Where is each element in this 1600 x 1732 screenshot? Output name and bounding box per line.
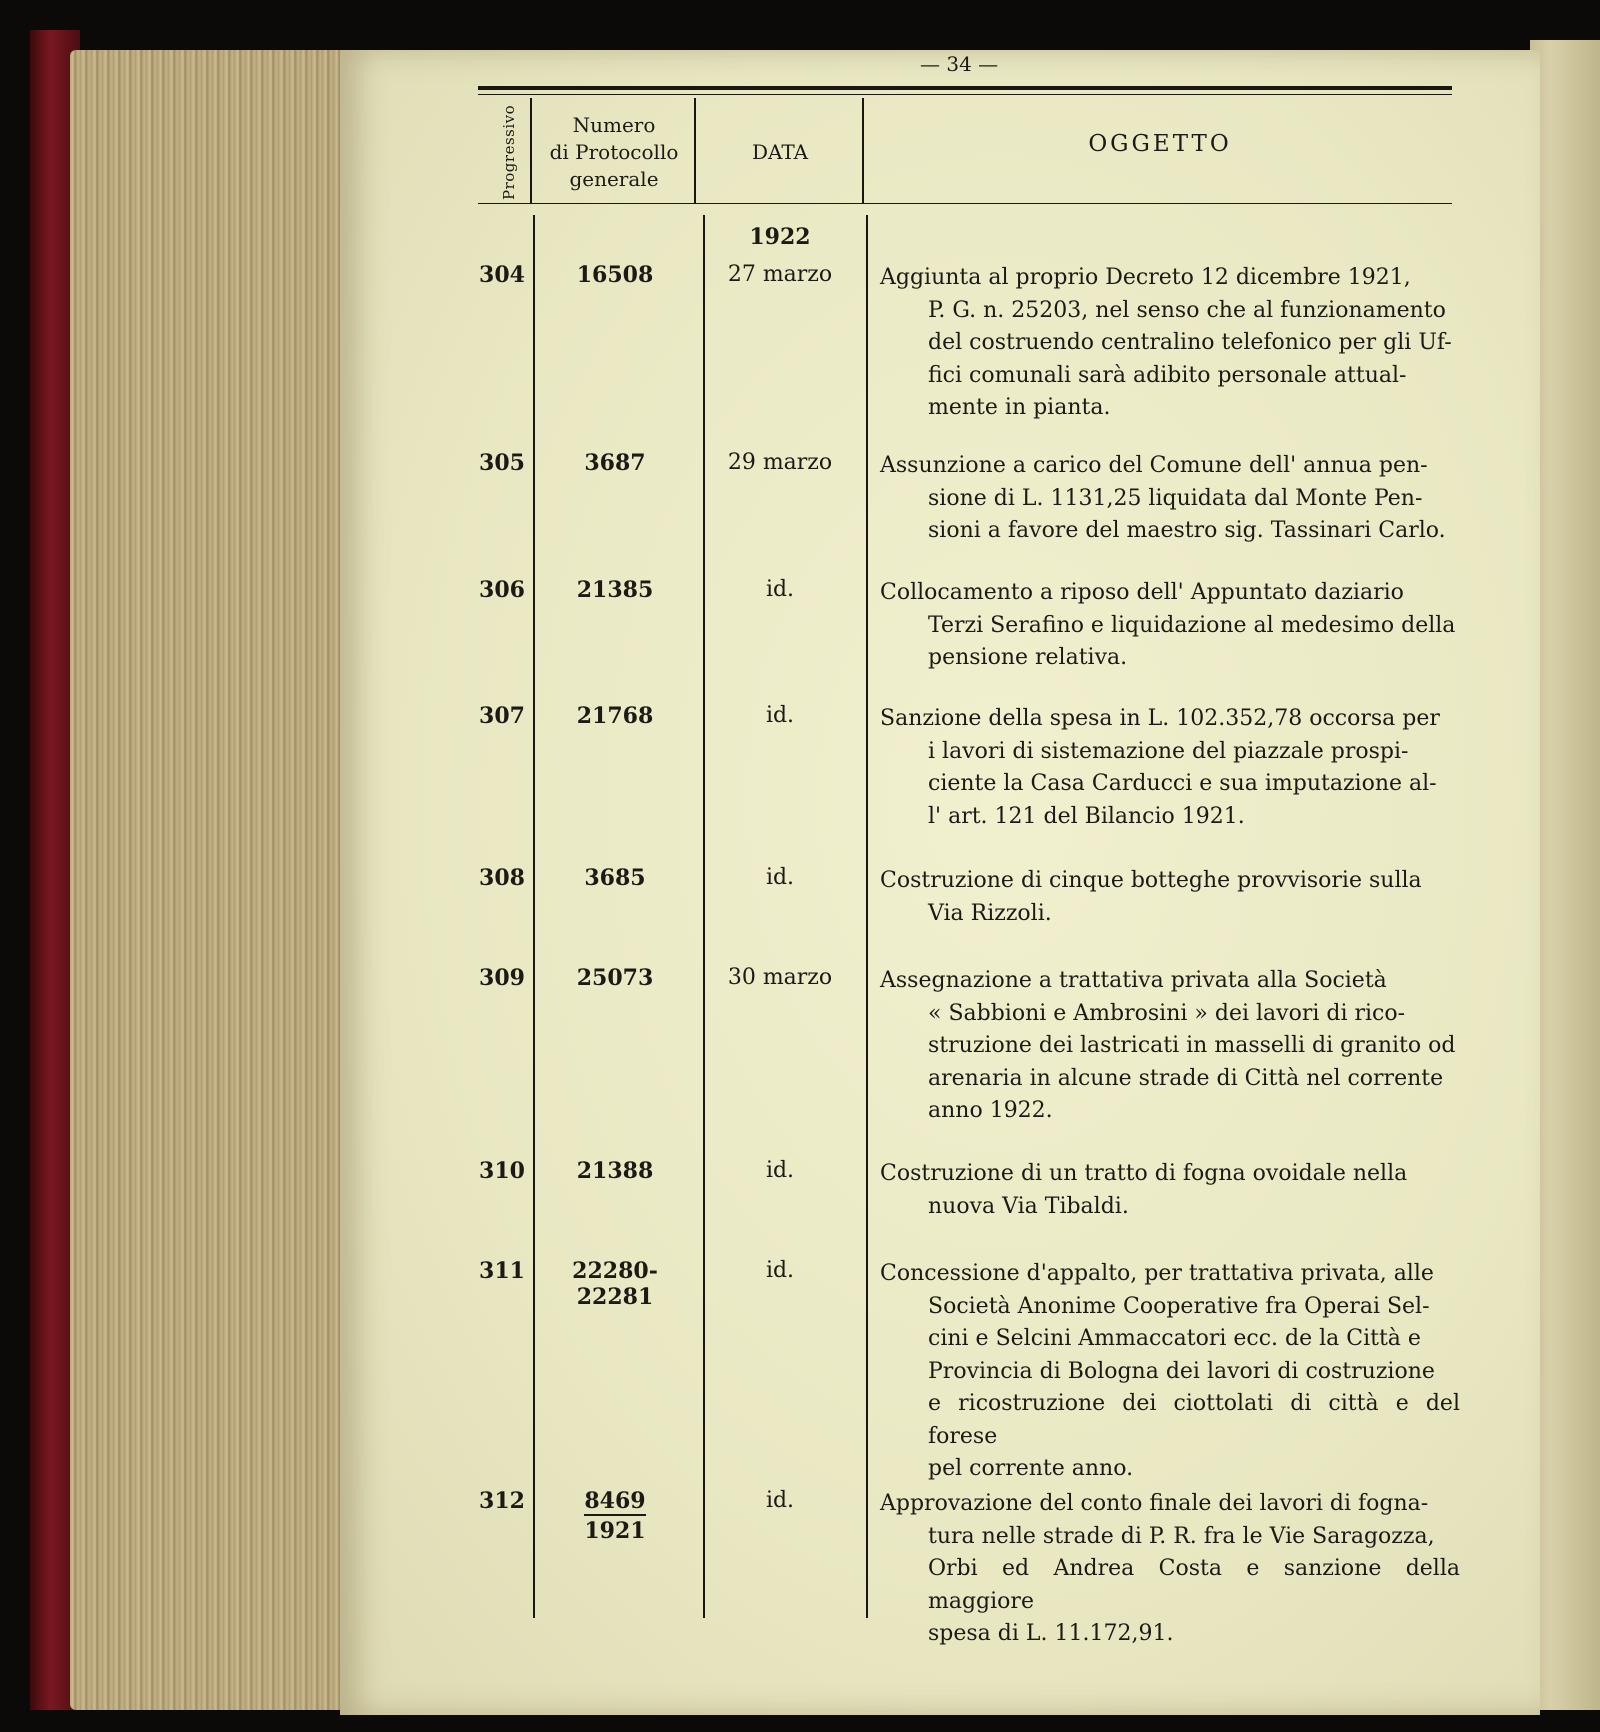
subject-line: Costruzione di un tratto di fogna ovoidale nella	[880, 1161, 1408, 1186]
subject-line: sioni a favore del maestro sig. Tassinari Carlo.	[928, 518, 1446, 543]
subject-line: fici comunali sarà adibito personale attual-	[928, 362, 1407, 388]
entry-date: id.	[765, 865, 795, 890]
entry-subject	[880, 1158, 1460, 1223]
subject-line: nuova Via Tibaldi.	[928, 1193, 1129, 1219]
subject-line: spesa di L. 11.172,91.	[928, 1621, 1174, 1646]
entry-subject	[880, 865, 1460, 930]
entry-subject	[880, 1488, 1460, 1651]
entry-subject	[880, 577, 1460, 675]
protocol-number: 3687	[584, 450, 646, 476]
page-stack	[70, 50, 360, 1710]
entry-number: 308	[479, 865, 525, 891]
protocol-number: 25073	[576, 965, 654, 991]
entry-number: 309	[479, 965, 525, 991]
entry-date: id.	[765, 1158, 795, 1183]
header-protocollo-line: di Protocollo	[549, 140, 679, 164]
entry-number: 304	[479, 262, 525, 288]
right-page-edge	[1530, 40, 1600, 1710]
protocol-number-fraction	[540, 1488, 690, 1546]
protocol-year: 1921	[584, 1518, 646, 1544]
subject-line: i lavori di sistemazione del piazzale prospi-	[928, 738, 1409, 764]
protocol-number: 3685	[584, 865, 646, 891]
column-divider	[694, 98, 696, 203]
protocol-number: 16508	[576, 262, 654, 288]
column-divider	[703, 215, 705, 1618]
entry-date: id.	[765, 577, 795, 602]
subject-line: Terzi Serafino e liquidazione al medesimo della	[928, 612, 1456, 638]
entry-date: 29 marzo	[727, 450, 833, 475]
header-rule-thin	[478, 94, 1452, 95]
subject-line: Provincia di Bologna dei lavori di costruzione	[928, 1358, 1435, 1384]
entry-subject	[880, 965, 1460, 1128]
protocol-number: 8469	[584, 1488, 646, 1514]
subject-line: sione di L. 1131,25 liquidata dal Monte Pen-	[928, 485, 1423, 511]
header-protocollo	[536, 112, 692, 193]
protocol-number: 21388	[576, 1158, 654, 1184]
subject-line: Assegnazione a trattativa privata alla Società	[880, 968, 1387, 993]
subject-line: Via Rizzoli.	[928, 900, 1052, 926]
header-rule	[478, 86, 1452, 90]
subject-line: Assunzione a carico del Comune dell' annua pen-	[880, 453, 1428, 478]
entry-date: id.	[765, 1258, 795, 1283]
header-progressivo	[470, 100, 530, 200]
subject-line: struzione dei lastricati in masselli di granito od	[928, 1033, 1456, 1058]
year-heading: 1922	[749, 224, 811, 250]
entry-subject	[880, 1258, 1460, 1486]
entry-number: 307	[479, 703, 525, 729]
entry-number: 310	[479, 1158, 525, 1184]
subject-line: Concessione d'appalto, per trattativa privata, alle	[880, 1261, 1434, 1286]
protocol-number: 21385	[576, 577, 654, 603]
subject-line: mente in pianta.	[928, 395, 1111, 420]
entry-date: 27 marzo	[727, 262, 833, 287]
entry-date: 30 marzo	[727, 965, 833, 990]
subject-line: Costruzione di cinque botteghe provvisorie sulla	[880, 868, 1422, 893]
entry-number: 312	[479, 1488, 525, 1514]
subject-line: l' art. 121 del Bilancio 1921.	[928, 803, 1245, 829]
column-divider	[862, 98, 864, 203]
subject-line: P. G. n. 25203, nel senso che al funzionamento	[928, 297, 1446, 323]
header-data: DATA	[751, 140, 809, 164]
entry-subject	[880, 450, 1460, 548]
subject-line: « Sabbioni e Ambrosini » dei lavori di rico-	[928, 1000, 1406, 1026]
header-protocollo-line: Numero	[572, 113, 656, 137]
subject-line: Approvazione del conto finale dei lavori di fogna-	[880, 1491, 1429, 1516]
header-protocollo-line: generale	[569, 167, 659, 191]
entry-number: 305	[479, 450, 525, 476]
protocol-number: 22280-22281	[572, 1258, 658, 1310]
entry-date: id.	[765, 1488, 795, 1513]
column-divider	[533, 215, 535, 1618]
entry-number: 306	[479, 577, 525, 603]
column-divider	[530, 98, 532, 203]
header-bottom-rule	[478, 203, 1452, 204]
subject-line: del costruendo centralino telefonico per gli Uf-	[928, 330, 1452, 355]
subject-line: Sanzione della spesa in L. 102.352,78 occorsa per	[880, 706, 1440, 731]
subject-line: cini e Selcini Ammaccatori ecc. de la Città e	[928, 1326, 1421, 1351]
subject-line: Collocamento a riposo dell' Appuntato daziario	[880, 580, 1404, 605]
subject-line: pel corrente anno.	[928, 1456, 1134, 1481]
subject-line: e ricostruzione dei ciottolati di città e del forese	[928, 1391, 1460, 1449]
header-progressivo-text: Progressivo	[500, 104, 518, 200]
subject-line: ciente la Casa Carducci e sua imputazione al-	[928, 771, 1437, 796]
entry-subject	[880, 262, 1460, 425]
subject-line: Orbi ed Andrea Costa e sanzione della maggiore	[928, 1556, 1460, 1614]
column-divider	[866, 215, 868, 1618]
header-oggetto: OGGETTO	[1088, 131, 1232, 157]
page-number: — 34 —	[920, 52, 999, 76]
subject-line: anno 1922.	[928, 1098, 1053, 1123]
subject-line: Aggiunta al proprio Decreto 12 dicembre 1921,	[880, 265, 1411, 290]
protocol-number: 21768	[576, 703, 654, 729]
entry-subject	[880, 703, 1460, 833]
subject-line: pensione relativa.	[928, 645, 1128, 670]
subject-line: tura nelle strade di P. R. fra le Vie Saragozza,	[928, 1523, 1435, 1549]
entry-number: 311	[479, 1258, 525, 1284]
entry-date: id.	[765, 703, 795, 728]
subject-line: Società Anonime Cooperative fra Operai Sel-	[928, 1293, 1430, 1319]
subject-line: arenaria in alcune strade di Città nel corrente	[928, 1065, 1444, 1091]
